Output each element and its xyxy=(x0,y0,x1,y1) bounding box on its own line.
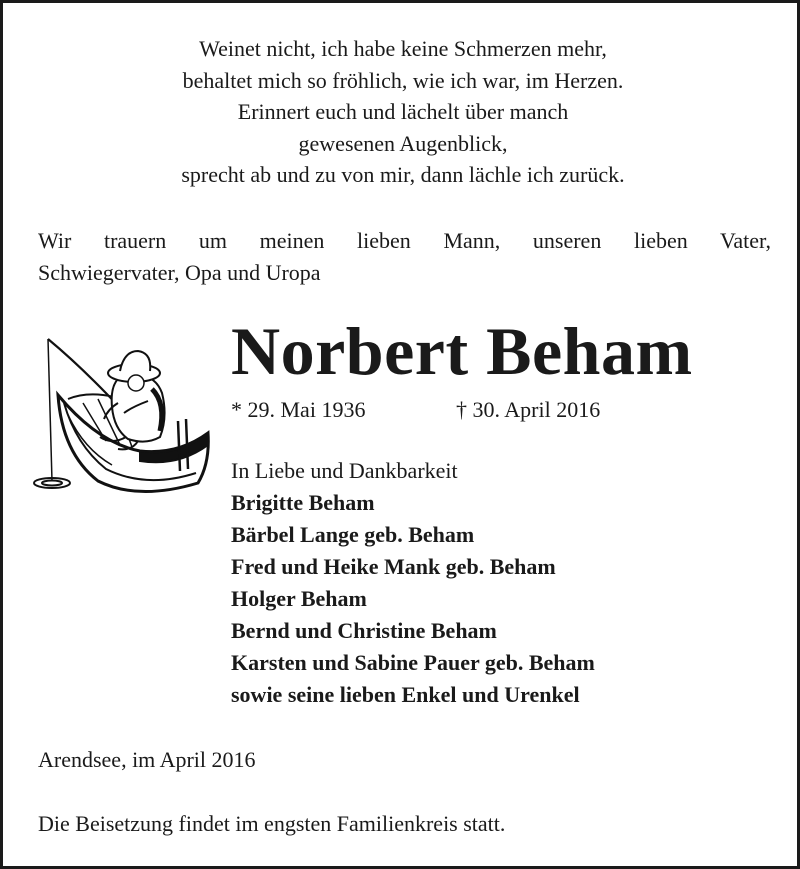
poem-line: behaltet mich so fröhlich, wie ich war, im Herzen. xyxy=(182,67,624,93)
poem xyxy=(3,33,800,191)
intro-line: Wir trauern um meinen lieben Mann, unseren lieben Vater, xyxy=(38,228,771,253)
mourning-intro xyxy=(38,225,771,289)
intro-line: Schwiegervater, Opa und Uropa xyxy=(38,260,321,285)
deceased-name: Norbert Beham xyxy=(231,313,693,389)
family-lead: In Liebe und Dankbarkeit xyxy=(231,458,458,483)
poem-line: gewesenen Augenblick, xyxy=(298,130,508,156)
family-member: Holger Beham xyxy=(231,586,367,611)
fisherman-in-boat-icon xyxy=(28,333,218,503)
family-signature xyxy=(231,455,595,711)
birth-date: * 29. Mai 1936 xyxy=(231,397,366,422)
family-member: sowie seine lieben Enkel und Urenkel xyxy=(231,682,580,707)
burial-note: Die Beisetzung findet im engsten Familienkreis statt. xyxy=(38,811,506,836)
family-member: Karsten und Sabine Pauer geb. Beham xyxy=(231,650,595,675)
family-member: Fred und Heike Mank geb. Beham xyxy=(231,554,556,579)
family-member: Bärbel Lange geb. Beham xyxy=(231,522,475,547)
life-dates xyxy=(231,396,601,424)
poem-line: sprecht ab und zu von mir, dann lächle ich zurück. xyxy=(181,162,625,187)
poem-line: Erinnert euch und lächelt über manch xyxy=(237,99,569,124)
family-member: Bernd und Christine Beham xyxy=(231,618,497,643)
place-date: Arendsee, im April 2016 xyxy=(38,747,256,772)
family-member: Brigitte Beham xyxy=(231,490,375,515)
death-date: † 30. April 2016 xyxy=(456,397,601,422)
poem-line: Weinet nicht, ich habe keine Schmerzen mehr, xyxy=(199,36,607,61)
